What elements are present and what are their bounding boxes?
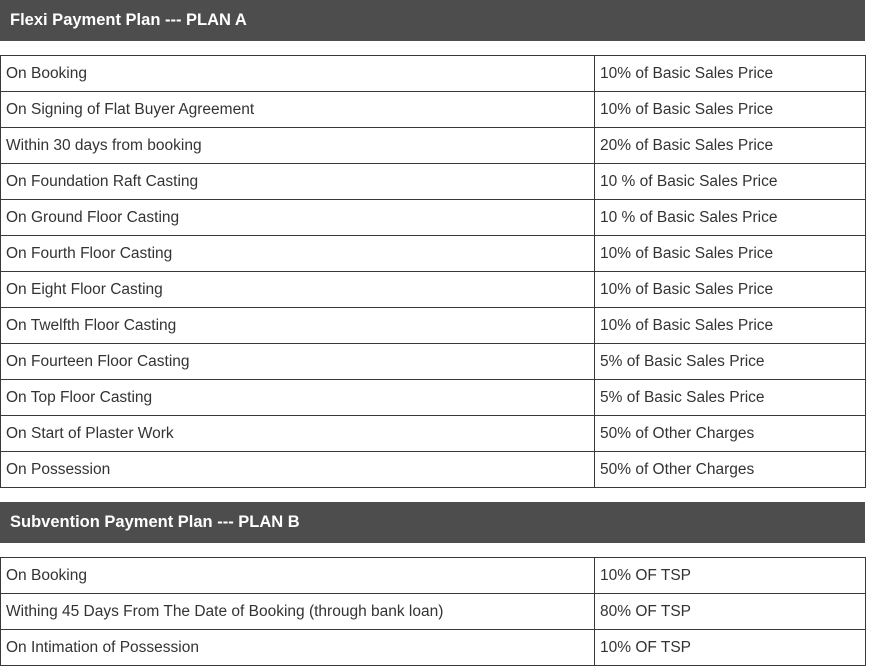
amount-cell: 5% of Basic Sales Price bbox=[595, 380, 866, 416]
stage-cell: On Booking bbox=[1, 56, 595, 92]
stage-cell: Within 30 days from booking bbox=[1, 128, 595, 164]
table-row bbox=[1, 236, 866, 272]
table-row bbox=[1, 308, 866, 344]
stage-cell: On Signing of Flat Buyer Agreement bbox=[1, 92, 595, 128]
plan-b-header bbox=[0, 502, 865, 543]
plan-a-table bbox=[0, 55, 866, 488]
amount-cell: 10% OF TSP bbox=[595, 630, 866, 666]
stage-cell: On Ground Floor Casting bbox=[1, 200, 595, 236]
amount-cell: 20% of Basic Sales Price bbox=[595, 128, 866, 164]
stage-cell: On Start of Plaster Work bbox=[1, 416, 595, 452]
stage-cell: On Intimation of Possession bbox=[1, 630, 595, 666]
amount-cell: 10% OF TSP bbox=[595, 558, 866, 594]
table-row bbox=[1, 452, 866, 488]
plan-a-header bbox=[0, 0, 865, 41]
plan-b-table bbox=[0, 557, 866, 666]
table-row bbox=[1, 594, 866, 630]
table-row bbox=[1, 92, 866, 128]
stage-cell: On Twelfth Floor Casting bbox=[1, 308, 595, 344]
stage-cell: Withing 45 Days From The Date of Booking (through bank loan) bbox=[1, 594, 595, 630]
amount-cell: 50% of Other Charges bbox=[595, 452, 866, 488]
table-row bbox=[1, 128, 866, 164]
table-row bbox=[1, 380, 866, 416]
plan-b-title: Subvention Payment Plan --- PLAN B bbox=[10, 513, 300, 531]
amount-cell: 50% of Other Charges bbox=[595, 416, 866, 452]
amount-cell: 10% of Basic Sales Price bbox=[595, 236, 866, 272]
stage-cell: On Foundation Raft Casting bbox=[1, 164, 595, 200]
stage-cell: On Top Floor Casting bbox=[1, 380, 595, 416]
table-row bbox=[1, 164, 866, 200]
table-row bbox=[1, 56, 866, 92]
plan-a-title: Flexi Payment Plan --- PLAN A bbox=[10, 11, 247, 29]
stage-cell: On Fourth Floor Casting bbox=[1, 236, 595, 272]
table-row bbox=[1, 416, 866, 452]
stage-cell: On Booking bbox=[1, 558, 595, 594]
stage-cell: On Eight Floor Casting bbox=[1, 272, 595, 308]
table-row bbox=[1, 200, 866, 236]
amount-cell: 10% of Basic Sales Price bbox=[595, 56, 866, 92]
amount-cell: 10 % of Basic Sales Price bbox=[595, 200, 866, 236]
table-row bbox=[1, 272, 866, 308]
table-row bbox=[1, 630, 866, 666]
amount-cell: 10 % of Basic Sales Price bbox=[595, 164, 866, 200]
stage-cell: On Fourteen Floor Casting bbox=[1, 344, 595, 380]
table-row bbox=[1, 344, 866, 380]
table-row bbox=[1, 558, 866, 594]
stage-cell: On Possession bbox=[1, 452, 595, 488]
amount-cell: 10% of Basic Sales Price bbox=[595, 92, 866, 128]
amount-cell: 10% of Basic Sales Price bbox=[595, 308, 866, 344]
amount-cell: 10% of Basic Sales Price bbox=[595, 272, 866, 308]
amount-cell: 5% of Basic Sales Price bbox=[595, 344, 866, 380]
amount-cell: 80% OF TSP bbox=[595, 594, 866, 630]
